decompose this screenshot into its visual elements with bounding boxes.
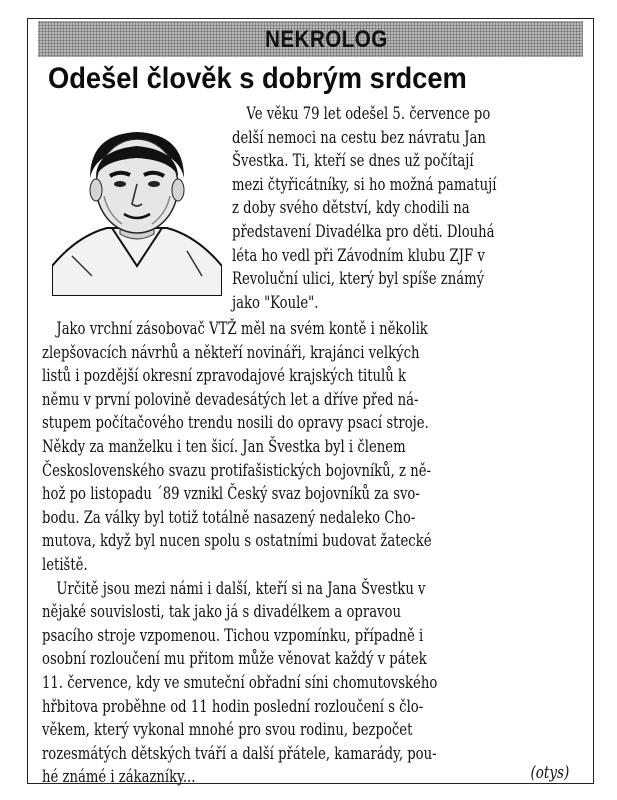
text-line: hé známé i zákazníky... — [42, 767, 196, 787]
text-line: věkem, který vykonal mnohé pro svou rodinu, bezpočet — [42, 720, 413, 740]
text-line: bodu. Za války byl totiž totálně nasazený nedaleko Cho- — [42, 507, 416, 527]
section-header-band — [38, 21, 583, 57]
headline: Odešel člověk s dobrým srdcem — [48, 62, 467, 95]
text-line: rozesmátých dětských tváří a další přátele, kamarády, pou- — [42, 743, 437, 763]
text-line: 11. července, kdy ve smuteční obřadní síni chomutovského — [42, 672, 438, 692]
text-line: nějaké souvislosti, tak jako já s divadélkem a opravou — [42, 602, 401, 622]
author-signature: (otys) — [530, 763, 569, 782]
text-line: němu v první polovině devadesátých let a dříve před ná- — [42, 389, 419, 409]
text-line: Československého svazu protifašistických bojovníků, z ně- — [42, 460, 431, 480]
portrait-drawing — [52, 116, 222, 296]
text-line: Jako vrchní zásobovač VTŽ měl na svém kontě i několik — [56, 319, 428, 338]
text-line: léta ho vedl při Závodním klubu ZJF v — [232, 245, 485, 265]
lead-paragraph — [232, 102, 496, 314]
body-text — [42, 317, 437, 789]
text-line: mezi čtyřicátníky, si ho možná pamatují — [232, 174, 497, 194]
text-line: osobní rozloučení mu přitom může věnovat každý v pátek — [42, 649, 427, 669]
text-line: Revoluční ulici, který byl spíše známý — [232, 269, 485, 289]
text-line: jako "Koule". — [232, 292, 319, 312]
text-line: Určitě jsou mezi námi i další, kteří si na Jana Švestku v — [56, 578, 426, 598]
text-line: letiště. — [42, 554, 88, 574]
text-line: stupem počítačového trendu nosili do opravy psací stroje. — [42, 413, 429, 433]
text-line: delší nemoci na cestu bez návratu Jan — [232, 127, 486, 147]
section-label: NEKROLOG — [265, 26, 388, 53]
text-line: hož po listopadu ´89 vznikl Český svaz bojovníků za svo- — [42, 484, 420, 504]
text-line: Švestka. Ti, kteří se dnes už počítají — [232, 151, 474, 171]
text-line: hřbitova proběhne od 11 hodin poslední rozloučení s člo- — [42, 696, 424, 716]
portrait-photo — [52, 116, 222, 296]
text-line: představení Divadélka pro děti. Dlouhá — [232, 221, 495, 241]
newspaper-clipping — [27, 18, 594, 787]
text-line: z doby svého dětství, kdy chodili na — [232, 198, 470, 218]
text-line: listů i pozdější okresní zpravodajové krajských titulů k — [42, 366, 406, 386]
text-line: zlepšovacích návrhů a někteří novináři, krajánci velkých — [42, 342, 420, 362]
text-line: Ve věku 79 let odešel 5. července po — [246, 104, 491, 123]
text-line: mutova, když byl nucen spolu s ostatními budovat žatecké — [42, 531, 432, 551]
text-line: Někdy za manželku i ten šicí. Jan Švestka byl i členem — [42, 436, 406, 456]
text-line: psacího stroje vzpomenou. Tichou vzpomínku, případně i — [42, 625, 424, 645]
